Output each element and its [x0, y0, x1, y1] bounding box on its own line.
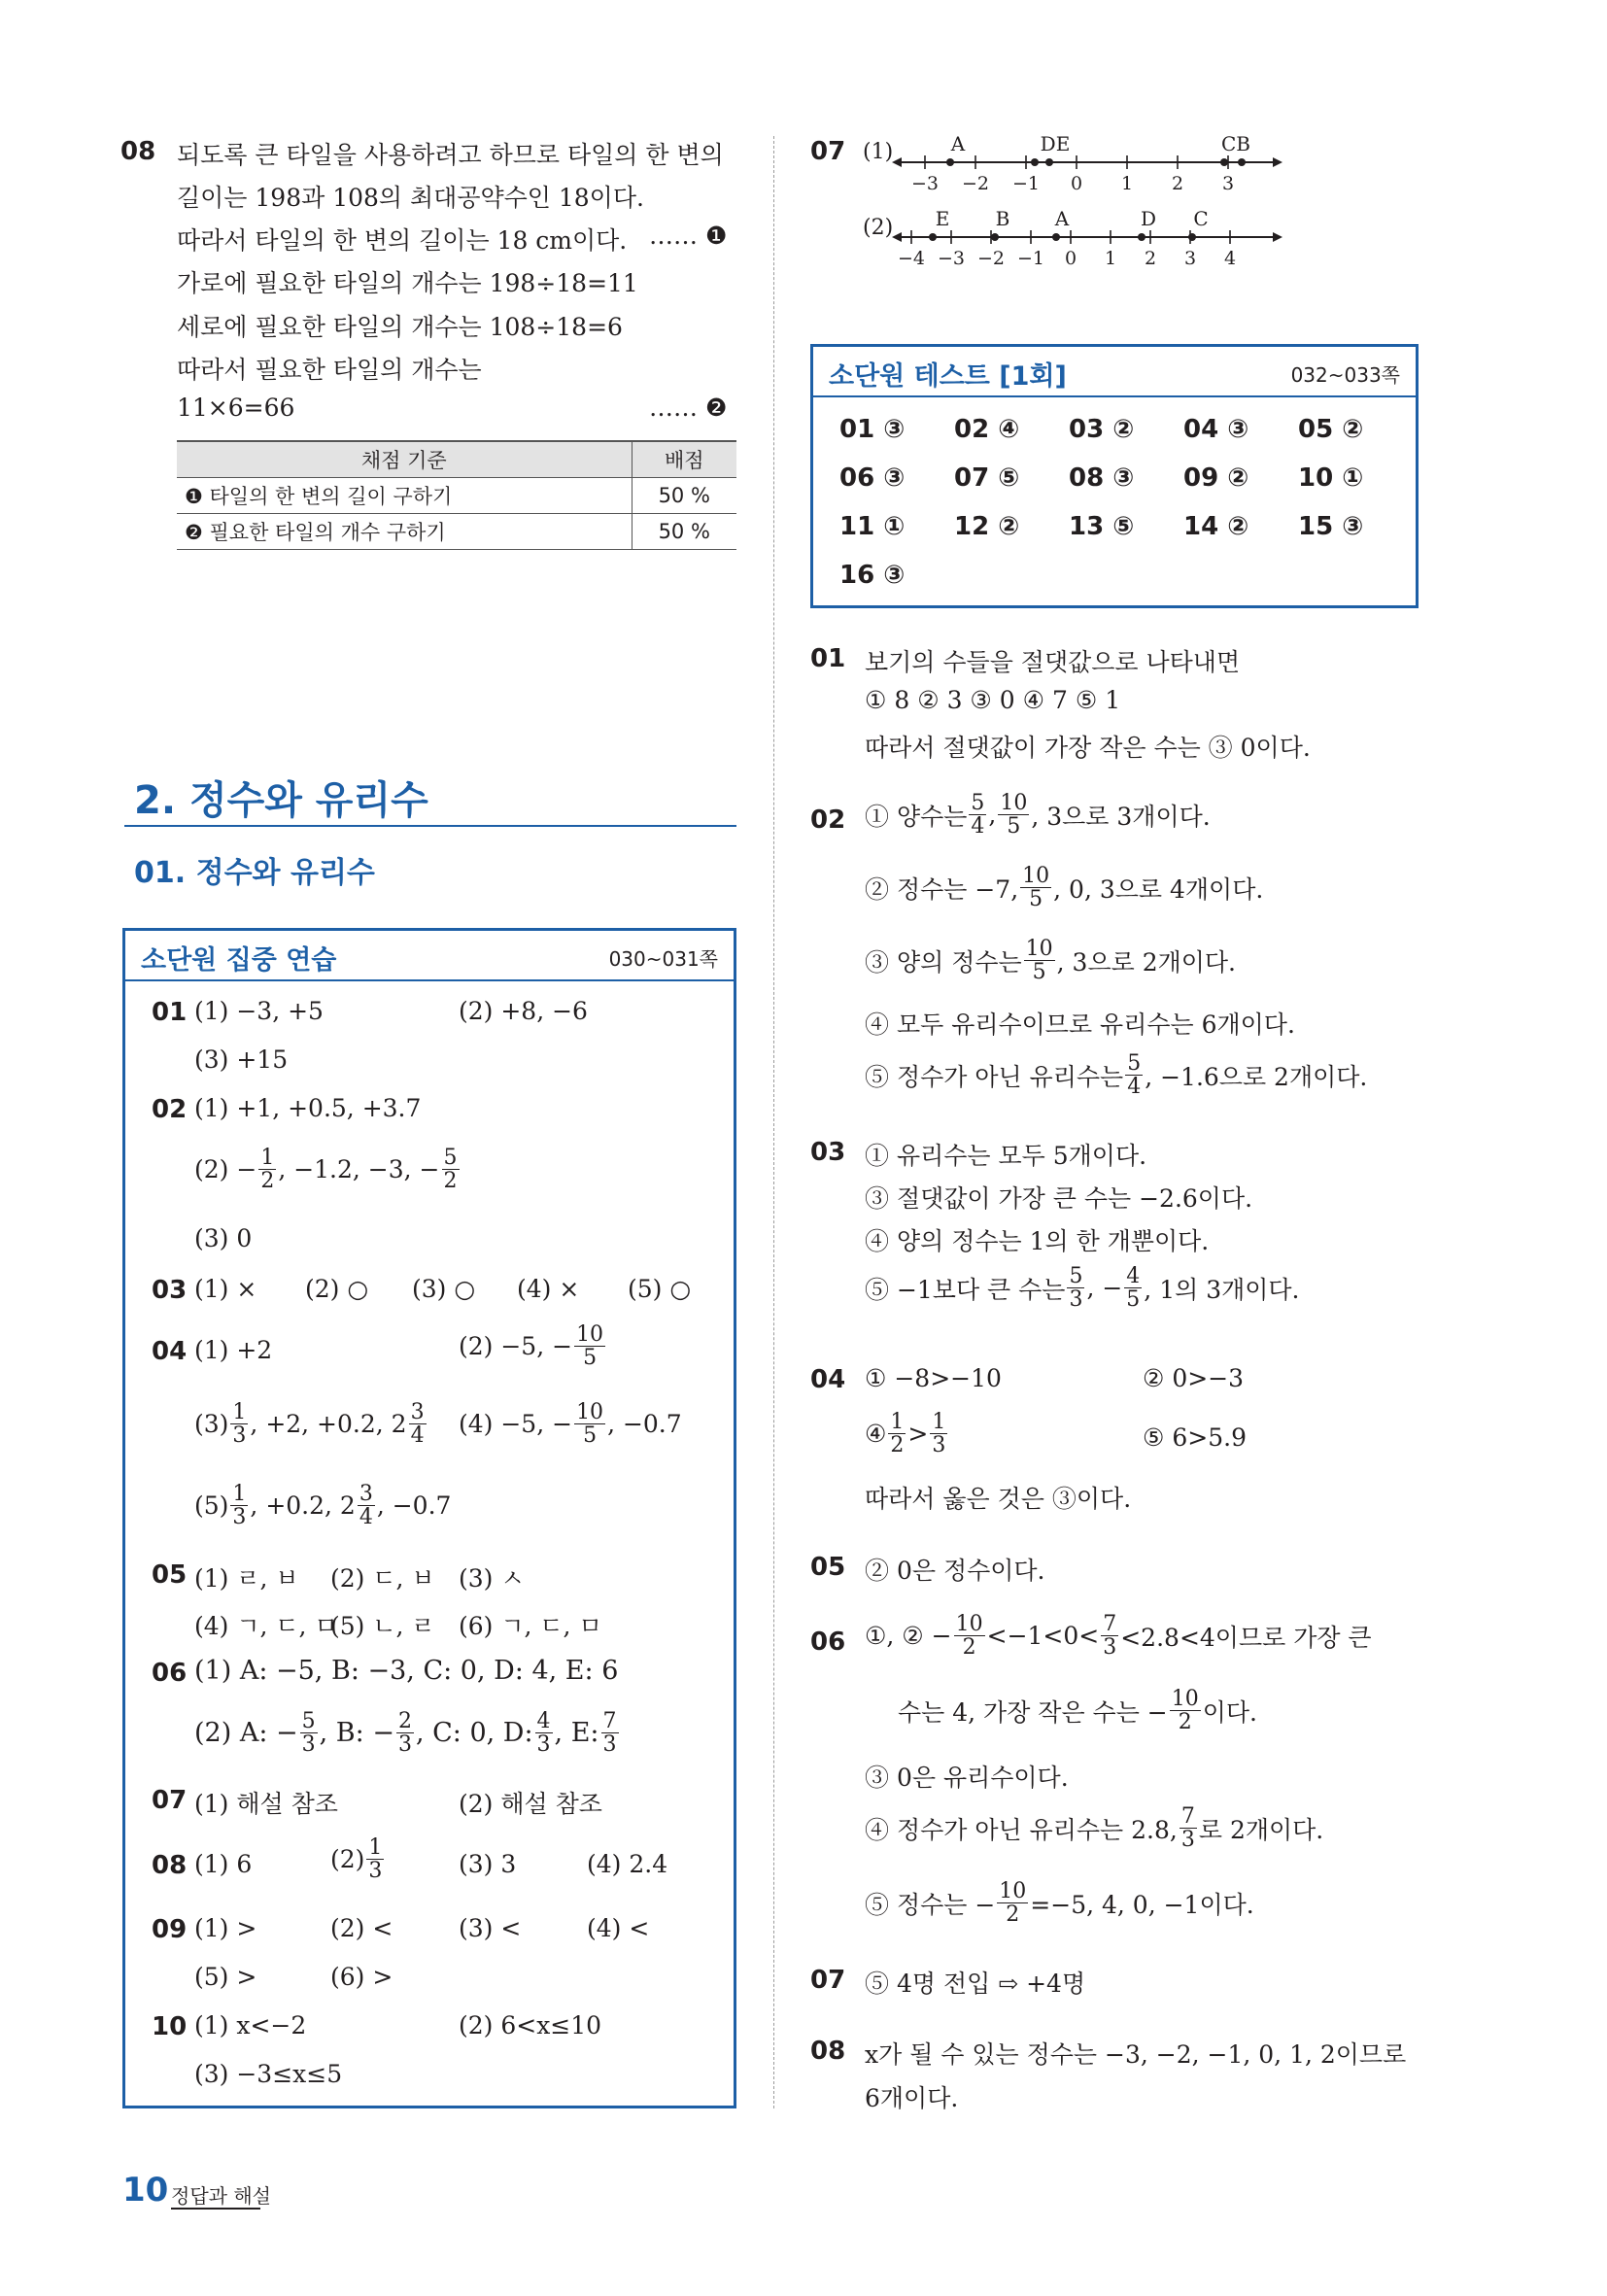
point-dot [991, 233, 999, 241]
sub-label: (1) [863, 140, 894, 164]
fraction [409, 1401, 427, 1447]
numerator: 10 [1171, 1687, 1199, 1711]
fraction [601, 1710, 619, 1756]
point-label: B [995, 207, 1010, 230]
text: 이다. [1202, 1697, 1257, 1727]
numerator: 5 [971, 791, 985, 815]
denominator: 3 [368, 1859, 383, 1884]
test-answer: 07 ⑤ [954, 463, 1020, 493]
answer: (4) 2.4 [587, 1850, 668, 1878]
denominator: 4 [1127, 1075, 1142, 1100]
point-label: A [950, 132, 966, 155]
tick-label: −3 [937, 248, 966, 269]
numerator: 10 [1025, 937, 1053, 961]
numerator: 7 [1103, 1612, 1117, 1636]
text: =−5, 4, 0, −1이다. [1030, 1890, 1254, 1919]
point-label: DE [1040, 132, 1071, 155]
numerator: 1 [890, 1410, 905, 1434]
text-line: ① −8>−10 [865, 1364, 1002, 1392]
numerator: 5 [443, 1146, 458, 1170]
numerator: 10 [999, 1879, 1027, 1903]
text: ⑤ 정수는 − [865, 1890, 996, 1919]
point-dot [1031, 158, 1039, 166]
tick-label: 4 [1223, 248, 1237, 269]
point-label: D [1140, 207, 1157, 230]
text-line: ① 유리수는 모두 5개이다. [865, 1142, 1147, 1170]
answer: (5) ㄴ, ㄹ [330, 1612, 435, 1640]
denominator: 3 [1180, 1828, 1195, 1853]
numerator: 5 [301, 1709, 316, 1733]
tick-label: 3 [1221, 173, 1235, 194]
solution-number: 07 [810, 1966, 846, 1995]
text-line: 따라서 절댓값이 가장 작은 수는 ③ 0이다. [865, 734, 1311, 762]
text-line [865, 1265, 1300, 1311]
item-number: 01 [152, 998, 188, 1027]
denominator: 3 [232, 1505, 247, 1530]
numerator: 7 [1180, 1804, 1195, 1829]
solution-number: 05 [810, 1553, 846, 1582]
point-dot [929, 233, 937, 241]
arrow-left-icon [892, 232, 902, 242]
tick-label: −4 [897, 248, 926, 269]
test-answer: 03 ② [1069, 415, 1135, 444]
item-number: 04 [152, 1337, 188, 1366]
answer: (3) +15 [194, 1045, 289, 1074]
item-number: 05 [152, 1560, 188, 1590]
fraction [1067, 1265, 1084, 1311]
answer-text: , +0.2, 2 [250, 1491, 356, 1521]
text-line [865, 938, 1236, 983]
sub-label: (2) [863, 216, 894, 240]
text-line [865, 1052, 1367, 1098]
text-line: 길이는 198과 108의 최대공약수인 18이다. [177, 184, 644, 212]
answer-text: , C: 0, D: [415, 1718, 533, 1749]
answer: (4) < [587, 1914, 650, 1942]
fraction [230, 1401, 248, 1447]
item-number: 09 [152, 1915, 188, 1944]
answer: (1) 해설 참조 [194, 1790, 338, 1818]
question-number: 08 [120, 137, 156, 166]
item-number: 10 [152, 2012, 188, 2041]
text-line [898, 1688, 1257, 1733]
text-line: ⑤ 4명 전입 ⇨ +4명 [865, 1970, 1086, 1998]
fraction [442, 1147, 460, 1192]
test-answer: 05 ② [1298, 415, 1364, 444]
numerator: 1 [232, 1482, 247, 1506]
numerator: 7 [602, 1709, 617, 1733]
answer: (1) × [194, 1275, 257, 1303]
denominator: 3 [1069, 1287, 1083, 1313]
answer-text: , −0.7 [376, 1491, 452, 1521]
text-line: 따라서 필요한 타일의 개수는 [177, 356, 482, 384]
answer-text: (5) [194, 1491, 229, 1521]
fraction [888, 1411, 906, 1456]
answer: (6) ㄱ, ㄷ, ㅁ [459, 1612, 602, 1640]
denominator: 3 [1103, 1635, 1117, 1661]
solution-number: 02 [810, 805, 846, 835]
denominator: 5 [1029, 887, 1043, 912]
test-answer: 08 ③ [1069, 463, 1135, 493]
answer [194, 1401, 428, 1447]
text-line: 되도록 큰 타일을 사용하려고 하므로 타일의 한 변의 [177, 141, 724, 169]
number-line-figure [874, 126, 1302, 272]
numerator: 1 [368, 1835, 383, 1860]
point-label: A [1054, 207, 1070, 230]
test-box-header [813, 347, 1416, 397]
answer: (2) ㄷ, ㅂ [330, 1564, 435, 1593]
numerator: 10 [1022, 864, 1050, 888]
fraction [930, 1411, 947, 1456]
fraction [1170, 1688, 1201, 1733]
section-divider [124, 825, 736, 827]
fraction [1101, 1613, 1118, 1659]
denominator: 5 [583, 1346, 598, 1371]
point-dot [1238, 158, 1246, 166]
denominator: 3 [301, 1732, 316, 1758]
denominator: 2 [443, 1169, 458, 1194]
answer: (2) ○ [305, 1275, 369, 1303]
text: ④ [865, 1420, 887, 1449]
fraction [1020, 865, 1051, 910]
solution-number: 06 [810, 1628, 846, 1657]
test-answer: 02 ④ [954, 415, 1020, 444]
test-box-pages: 032~033쪽 [1290, 363, 1400, 387]
text: <2.8<4이므로 가장 큰 [1120, 1623, 1372, 1652]
text-line [865, 1805, 1323, 1851]
question-number: 07 [810, 137, 846, 166]
denominator: 3 [932, 1433, 946, 1458]
numerator: 3 [359, 1482, 373, 1506]
table-header: 채점 기준 [177, 441, 632, 477]
fraction [574, 1323, 605, 1369]
text: ①, ② − [865, 1622, 952, 1651]
denominator: 4 [971, 814, 985, 840]
point-label: E [935, 207, 950, 230]
item-number: 02 [152, 1095, 188, 1124]
test-answer: 16 ③ [839, 561, 906, 590]
practice-box-header [125, 931, 734, 981]
fraction [396, 1710, 414, 1756]
text-line: 세로에 필요한 타일의 개수는 108÷18=6 [177, 313, 623, 341]
answer-text: (2) −5, − [459, 1332, 573, 1361]
column-divider [773, 136, 774, 2108]
tick-label: −1 [1011, 173, 1041, 194]
answer: (2) 해설 참조 [459, 1790, 602, 1818]
denominator: 5 [1007, 814, 1021, 840]
tick-label: 1 [1104, 248, 1117, 269]
text-line: ③ 0은 유리수이다. [865, 1764, 1069, 1792]
fraction [366, 1836, 384, 1882]
fraction [300, 1710, 318, 1756]
footer-label: 정답과 해설 [171, 2184, 271, 2208]
point-dot [1045, 158, 1053, 166]
answer: (2) 6<x≤10 [459, 2011, 602, 2039]
solution-number: 08 [810, 2037, 846, 2066]
text-line: 11×6=66 [177, 394, 295, 422]
answer: (3) ㅅ [459, 1564, 525, 1593]
text: 수는 4, 가장 작은 수는 − [898, 1697, 1168, 1727]
point-label: CB [1221, 132, 1250, 155]
point-label: C [1193, 207, 1209, 230]
answer [459, 1401, 682, 1447]
answer-text: , −1.2, −3, − [278, 1155, 440, 1184]
answer: (4) × [517, 1275, 580, 1303]
text: , − [1086, 1274, 1123, 1303]
fraction [358, 1483, 375, 1528]
number-line-1 [892, 132, 1282, 194]
numerator: 1 [932, 1410, 946, 1434]
text-line: ④ 양의 정수는 1의 한 개뿐이다. [865, 1227, 1210, 1255]
denominator: 2 [962, 1635, 976, 1661]
text-line: x가 될 수 있는 정수는 −3, −2, −1, 0, 1, 2이므로 [865, 2040, 1407, 2069]
text-line: 따라서 옳은 것은 ③이다. [865, 1485, 1132, 1513]
numerator: 4 [536, 1709, 551, 1733]
text-line: ② 0>−3 [1143, 1364, 1245, 1392]
answer [194, 1147, 462, 1192]
fraction [997, 1880, 1028, 1926]
table-row [177, 477, 736, 513]
test-answer: 11 ① [839, 512, 906, 541]
denominator: 4 [359, 1505, 373, 1530]
page-number: 10 [122, 2171, 169, 2210]
solution-number: 04 [810, 1365, 846, 1394]
test-answer: 14 ② [1183, 512, 1249, 541]
fraction [998, 792, 1029, 838]
test-answer: 15 ③ [1298, 512, 1364, 541]
numerator: 10 [576, 1400, 604, 1424]
step-marker: …… ❷ [649, 394, 728, 422]
answer [194, 1483, 451, 1528]
text: ① 양수는 [865, 802, 968, 831]
test-answer: 10 ① [1298, 463, 1364, 493]
text-line [865, 1613, 1372, 1659]
tick-label: 2 [1171, 173, 1184, 194]
answer: (1) 6 [194, 1850, 253, 1878]
answer-text: , E: [554, 1718, 599, 1749]
answer-text: , +2, +0.2, 2 [250, 1410, 407, 1439]
denominator: 2 [260, 1169, 275, 1194]
denominator: 3 [397, 1732, 412, 1758]
answer: (2) +8, −6 [459, 997, 588, 1025]
number-line-2 [892, 207, 1282, 269]
text: ② 정수는 −7, [865, 874, 1019, 904]
arrow-right-icon [1273, 157, 1282, 167]
fraction [969, 792, 986, 838]
table-cell: 50 % [632, 477, 736, 513]
fraction [258, 1147, 276, 1192]
tick-label: 0 [1070, 173, 1083, 194]
text-line: 가로에 필요한 타일의 개수는 198÷18=11 [177, 269, 638, 297]
text: <−1<0< [986, 1622, 1100, 1651]
answer-text: (2) [330, 1845, 365, 1874]
text-line: 보기의 수들을 절댓값으로 나타내면 [865, 648, 1241, 676]
fraction [230, 1483, 248, 1528]
solution-number: 03 [810, 1138, 846, 1167]
tick-label: 2 [1144, 248, 1157, 269]
text: , [988, 801, 997, 830]
point-dot [1220, 158, 1228, 166]
tick-label: 1 [1120, 173, 1134, 194]
text: ④ 정수가 아닌 유리수는 2.8, [865, 1815, 1178, 1844]
tick-label: 3 [1183, 248, 1197, 269]
answer [194, 1710, 621, 1756]
text: , 0, 3으로 4개이다. [1053, 874, 1264, 904]
test-answer: 12 ② [954, 512, 1020, 541]
numerator: 1 [260, 1146, 275, 1170]
numerator: 4 [1126, 1264, 1141, 1288]
text-line: 따라서 타일의 한 변의 길이는 18 cm이다. [177, 226, 628, 255]
point-dot [946, 158, 954, 166]
text-line: ④ 모두 유리수이므로 유리수는 6개이다. [865, 1011, 1295, 1039]
text: , −1.6으로 2개이다. [1145, 1062, 1368, 1091]
fraction [1180, 1805, 1197, 1851]
text: ⑤ 정수가 아닌 유리수는 [865, 1062, 1124, 1091]
item-number: 03 [152, 1276, 188, 1305]
answer: (3) −3≤x≤5 [194, 2060, 343, 2088]
answer: (6) > [330, 1963, 393, 1991]
text: ⑤ −1보다 큰 수는 [865, 1275, 1066, 1304]
table-cell: ❶ 타일의 한 변의 길이 구하기 [177, 477, 632, 513]
answer-text: , B: − [319, 1718, 394, 1749]
denominator: 5 [1032, 960, 1046, 985]
point-dot [1052, 233, 1060, 241]
arrow-right-icon [1273, 232, 1282, 242]
answer: (1) x<−2 [194, 2011, 307, 2039]
table-header: 배점 [632, 441, 736, 477]
answer: (1) +1, +0.5, +3.7 [194, 1094, 422, 1122]
step-marker: …… ❶ [649, 222, 728, 250]
tick-label: −2 [976, 248, 1006, 269]
item-number: 08 [152, 1851, 188, 1880]
text-line [865, 792, 1211, 838]
arrow-left-icon [892, 157, 902, 167]
answer [330, 1836, 386, 1882]
answer: (1) A: −5, B: −3, C: 0, D: 4, E: 6 [194, 1656, 619, 1686]
answer: (3) < [459, 1914, 522, 1942]
tick-label: −3 [910, 173, 940, 194]
answer: (1) +2 [194, 1336, 273, 1364]
denominator: 4 [410, 1423, 425, 1449]
answer: (1) > [194, 1914, 257, 1942]
denominator: 3 [536, 1732, 551, 1758]
test-box-title: 소단원 테스트 [1회] [829, 361, 1067, 392]
denominator: 2 [1006, 1902, 1020, 1928]
table-cell: 50 % [632, 513, 736, 549]
item-number: 06 [152, 1659, 188, 1688]
test-answer: 06 ③ [839, 463, 906, 493]
answer-text: (3) [194, 1410, 229, 1439]
answer: (2) < [330, 1914, 393, 1942]
answer: (5) ○ [628, 1275, 692, 1303]
section-title: 2. 정수와 유리수 [134, 778, 428, 823]
fraction [574, 1401, 605, 1447]
text: ③ 양의 정수는 [865, 947, 1022, 977]
text-line: ② 0은 정수이다. [865, 1557, 1045, 1585]
fraction [1024, 938, 1055, 983]
text-line [865, 1880, 1254, 1926]
tick-label: 0 [1064, 248, 1077, 269]
answer: (3) 0 [194, 1224, 253, 1252]
answer-text: (4) −5, − [459, 1410, 573, 1439]
answer: (3) ○ [412, 1275, 476, 1303]
denominator: 2 [890, 1433, 905, 1458]
fraction [954, 1613, 985, 1659]
answer: (3) 3 [459, 1850, 517, 1878]
tick-label: −2 [961, 173, 990, 194]
text-line: ③ 절댓값이 가장 큰 수는 −2.6이다. [865, 1184, 1253, 1213]
answer: (1) −3, +5 [194, 997, 324, 1025]
denominator: 3 [602, 1732, 617, 1758]
test-answer: 01 ③ [839, 415, 906, 444]
scoring-table [177, 440, 736, 550]
denominator: 5 [1126, 1287, 1141, 1313]
answer: (5) > [194, 1963, 257, 1991]
text: > [907, 1420, 929, 1449]
numerator: 10 [576, 1322, 604, 1347]
practice-box-title: 소단원 집중 연습 [141, 945, 337, 976]
text: 로 2개이다. [1198, 1815, 1324, 1844]
fraction [1125, 1052, 1143, 1098]
fraction [535, 1710, 553, 1756]
text: , 3으로 3개이다. [1031, 802, 1211, 831]
table-row [177, 513, 736, 549]
solution-number: 01 [810, 644, 846, 673]
footer-underline [171, 2208, 260, 2210]
text-line: ⑤ 6>5.9 [1143, 1423, 1247, 1452]
numerator: 1 [232, 1400, 247, 1424]
point-dot [1188, 233, 1196, 241]
point-dot [1138, 233, 1145, 241]
answer: (1) ㄹ, ㅂ [194, 1564, 299, 1593]
subsection-title: 01. 정수와 유리수 [134, 856, 375, 890]
answer-text: (2) A: − [194, 1718, 298, 1749]
test-answer: 13 ⑤ [1069, 512, 1135, 541]
test-answer: 09 ② [1183, 463, 1249, 493]
table-cell: ❷ 필요한 타일의 개수 구하기 [177, 513, 632, 549]
numerator: 10 [955, 1612, 983, 1636]
text-line [865, 1411, 949, 1456]
practice-box-pages: 030~031쪽 [608, 947, 718, 971]
numerator: 5 [1069, 1264, 1083, 1288]
answer [459, 1323, 607, 1369]
tick-label: −1 [1016, 248, 1045, 269]
numerator: 2 [397, 1709, 412, 1733]
text-line: ① 8 ② 3 ③ 0 ④ 7 ⑤ 1 [865, 686, 1121, 714]
test-answer: 04 ③ [1183, 415, 1249, 444]
numerator: 5 [1127, 1051, 1142, 1076]
text-line [865, 865, 1263, 910]
answer: (4) ㄱ, ㄷ, ㅁ [194, 1612, 338, 1640]
text: , 1의 3개이다. [1144, 1275, 1300, 1304]
fraction [1124, 1265, 1142, 1311]
denominator: 3 [232, 1423, 247, 1449]
item-number: 07 [152, 1786, 188, 1815]
answer-text: (2) − [194, 1155, 257, 1184]
numerator: 3 [410, 1400, 425, 1424]
denominator: 2 [1178, 1710, 1192, 1735]
text-line: 6개이다. [865, 2084, 959, 2112]
text: , 3으로 2개이다. [1056, 947, 1237, 977]
denominator: 5 [583, 1423, 598, 1449]
numerator: 10 [1000, 791, 1028, 815]
answer-text: , −0.7 [607, 1410, 682, 1439]
